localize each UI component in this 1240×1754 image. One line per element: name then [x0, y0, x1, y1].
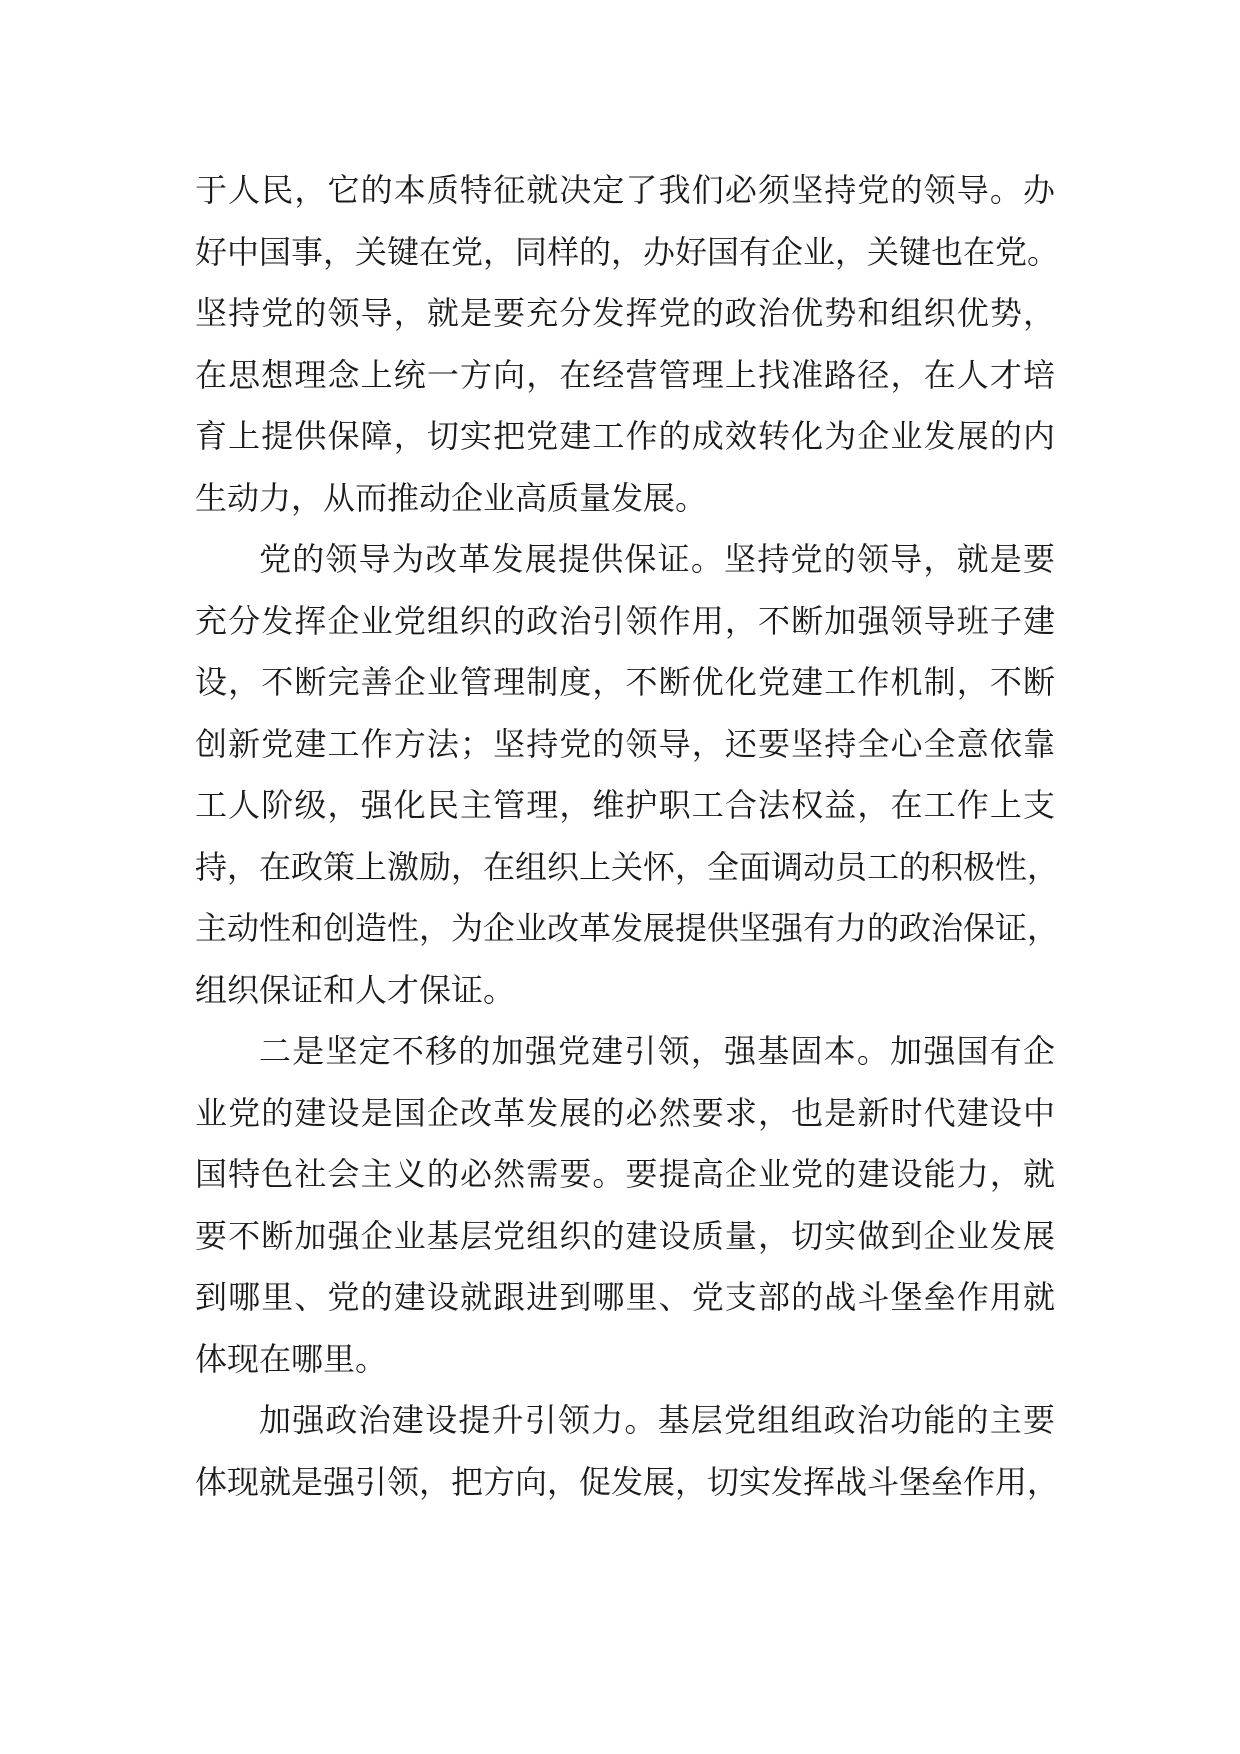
paragraph-2: [195, 529, 1060, 1021]
text-line: 工人阶级，强化民主管理，维护职工合法权益，在工作上支: [195, 786, 1055, 824]
text-line: 二是坚定不移的加强党建引领，强基固本。加强国有企: [259, 1032, 1055, 1070]
text-line: 在思想理念上统一方向，在经营管理上找准路径，在人才培: [195, 355, 1055, 394]
text-line: 组织保证和人才保证。: [195, 970, 516, 1009]
text-line: 育上提供保障，切实把党建工作的成效转化为企业发展的内: [195, 417, 1055, 455]
text-line: 生动力，从而推动企业高质量发展。: [195, 478, 708, 517]
text-line: 充分发挥企业党组织的政治引领作用，不断加强领导班子建: [195, 601, 1055, 640]
text-line: 国特色社会主义的必然需要。要提高企业党的建设能力，就: [195, 1155, 1055, 1193]
text-line: 党的领导为改革发展提供保证。坚持党的领导，就是要: [259, 540, 1055, 578]
text-line: 加强政治建设提升引领力。基层党组组政治功能的主要: [259, 1401, 1055, 1439]
text-line: 业党的建设是国企改革发展的必然要求，也是新时代建设中: [195, 1093, 1055, 1132]
text-line: 设，不断完善企业管理制度，不断优化党建工作机制，不断: [195, 663, 1055, 701]
paragraph-1: [195, 160, 1060, 529]
text-line: 好中国事，关键在党，同样的，办好国有企业，关键也在党。: [195, 232, 1060, 271]
text-line: 于人民，它的本质特征就决定了我们必须坚持党的领导。办: [195, 171, 1055, 209]
text-line: 体现就是强引领，把方向，促发展，切实发挥战斗堡垒作用，: [195, 1462, 1060, 1501]
text-line: 主动性和创造性，为企业改革发展提供坚强有力的政治保证，: [195, 909, 1060, 947]
text-line: 坚持党的领导，就是要充分发挥党的政治优势和组织优势，: [195, 294, 1055, 332]
text-line: 体现在哪里。: [195, 1339, 388, 1378]
body-text: [195, 160, 1060, 1513]
paragraph-4: [195, 1390, 1060, 1513]
text-line: 创新党建工作方法；坚持党的领导，还要坚持全心全意依靠: [195, 724, 1055, 763]
paragraph-3: [195, 1021, 1055, 1390]
text-line: 到哪里、党的建设就跟进到哪里、党支部的战斗堡垒作用就: [195, 1278, 1055, 1316]
text-line: 持，在政策上激励，在组织上关怀，全面调动员工的积极性，: [195, 847, 1060, 886]
text-line: 要不断加强企业基层党组织的建设质量，切实做到企业发展: [195, 1216, 1055, 1255]
